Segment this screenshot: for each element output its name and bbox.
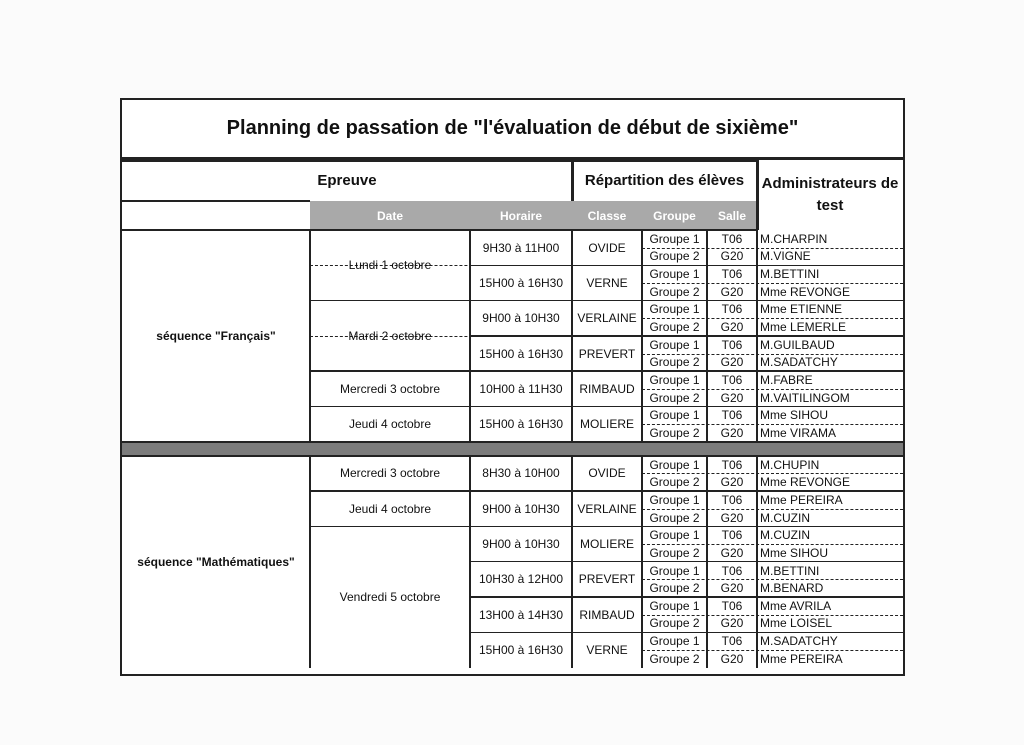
room-code: T06 bbox=[721, 528, 743, 543]
room-code: G20 bbox=[720, 475, 744, 490]
session-time: 15H00 à 16H30 bbox=[478, 275, 564, 290]
session-time: 15H00 à 16H30 bbox=[478, 642, 564, 657]
room-code: G20 bbox=[720, 320, 744, 335]
administrator-name: M.SADATCHY bbox=[760, 634, 838, 649]
room-code: G20 bbox=[720, 581, 744, 596]
administrator-name: Mme ETIENNE bbox=[760, 302, 843, 317]
rule bbox=[571, 230, 573, 442]
group-name: Groupe 2 bbox=[649, 510, 700, 525]
session-time: 9H00 à 10H30 bbox=[482, 311, 560, 326]
header-epreuve: Epreuve bbox=[317, 172, 377, 189]
administrator-name: M.VIGNE bbox=[760, 249, 811, 264]
header-classe: Classe bbox=[572, 201, 642, 230]
room-code: T06 bbox=[721, 373, 743, 387]
rule bbox=[571, 160, 574, 201]
rule bbox=[641, 230, 643, 442]
group-name: Groupe 1 bbox=[649, 373, 700, 387]
rule bbox=[469, 230, 471, 442]
group-name: Groupe 2 bbox=[649, 651, 700, 666]
class-name: RIMBAUD bbox=[579, 607, 635, 622]
class-name: RIMBAUD bbox=[579, 381, 635, 396]
class-name: OVIDE bbox=[588, 466, 626, 481]
page-title: Planning de passation de "l'évaluation de début de sixième" bbox=[122, 100, 903, 160]
group-name: Groupe 2 bbox=[649, 545, 700, 560]
administrator-name: Mme PEREIRA bbox=[760, 492, 843, 507]
room-code: T06 bbox=[721, 267, 743, 282]
group-name: Groupe 1 bbox=[649, 337, 700, 352]
room-code: G20 bbox=[720, 616, 744, 631]
administrator-name: M.VAITILINGOM bbox=[760, 390, 850, 405]
administrator-name: M.GUILBAUD bbox=[760, 337, 835, 352]
administrator-name: Mme LEMERLE bbox=[760, 320, 847, 335]
room-code: G20 bbox=[720, 510, 744, 525]
administrator-name: M.CHARPIN bbox=[760, 231, 828, 246]
administrator-name: M.FABRE bbox=[760, 373, 813, 387]
group-name: Groupe 2 bbox=[649, 320, 700, 335]
class-name: MOLIERE bbox=[579, 537, 634, 552]
class-name: VERNE bbox=[586, 275, 628, 290]
rule bbox=[756, 230, 758, 442]
session-time: 10H00 à 11H30 bbox=[479, 381, 563, 396]
class-name: PREVERT bbox=[578, 346, 636, 361]
session-date: Lundi 1 octobre bbox=[348, 258, 432, 273]
administrator-name: M.CUZIN bbox=[760, 510, 810, 525]
rule bbox=[122, 159, 757, 162]
header-salle: Salle bbox=[707, 201, 757, 230]
sequence-label: séquence "Mathématiques" bbox=[137, 554, 295, 569]
administrator-name: M.BETTINI bbox=[760, 267, 820, 282]
dashed-rule bbox=[642, 473, 903, 474]
room-code: G20 bbox=[720, 390, 744, 405]
group-name: Groupe 1 bbox=[649, 634, 700, 649]
session-date: Vendredi 5 octobre bbox=[339, 589, 441, 604]
room-code: T06 bbox=[721, 231, 743, 246]
header-repartition: Répartition des élèves bbox=[584, 172, 745, 189]
group-name: Groupe 1 bbox=[649, 408, 700, 423]
session-date: Jeudi 4 octobre bbox=[348, 501, 432, 516]
header-administrateurs: Administrateurs de test bbox=[761, 175, 899, 214]
group-name: Groupe 1 bbox=[649, 231, 700, 246]
class-name: MOLIERE bbox=[579, 417, 634, 432]
session-time: 9H30 à 11H00 bbox=[482, 240, 560, 255]
group-name: Groupe 1 bbox=[649, 457, 700, 472]
dashed-rule bbox=[642, 283, 903, 284]
class-name: VERLAINE bbox=[577, 501, 637, 516]
session-time: 10H30 à 12H00 bbox=[478, 572, 564, 587]
administrator-name: M.SADATCHY bbox=[760, 355, 838, 370]
header-date: Date bbox=[310, 201, 470, 230]
group-name: Groupe 1 bbox=[649, 302, 700, 317]
header-horaire: Horaire bbox=[470, 201, 572, 230]
session-time: 15H00 à 16H30 bbox=[478, 346, 564, 361]
room-code: G20 bbox=[720, 425, 744, 440]
room-code: G20 bbox=[720, 355, 744, 370]
dashed-rule bbox=[642, 615, 903, 616]
session-time: 15H00 à 16H30 bbox=[478, 417, 564, 432]
group-name: Groupe 2 bbox=[649, 355, 700, 370]
class-name: PREVERT bbox=[578, 572, 636, 587]
administrator-name: M.BETTINI bbox=[760, 563, 820, 578]
dashed-rule bbox=[642, 424, 903, 425]
room-code: T06 bbox=[721, 634, 743, 649]
class-name: OVIDE bbox=[588, 240, 626, 255]
section-separator bbox=[122, 442, 903, 456]
schedule-sheet bbox=[120, 98, 905, 676]
session-time: 8H30 à 10H00 bbox=[482, 466, 560, 481]
room-code: G20 bbox=[720, 284, 744, 299]
session-date: Mercredi 3 octobre bbox=[339, 381, 441, 396]
dashed-rule bbox=[642, 248, 903, 249]
room-code: T06 bbox=[721, 563, 743, 578]
class-name: VERNE bbox=[586, 642, 628, 657]
rule bbox=[706, 456, 708, 668]
session-date: Mercredi 3 octobre bbox=[339, 466, 441, 481]
session-time: 13H00 à 14H30 bbox=[478, 607, 564, 622]
group-name: Groupe 2 bbox=[649, 425, 700, 440]
administrator-name: Mme PEREIRA bbox=[760, 651, 843, 666]
rule bbox=[756, 160, 759, 230]
room-code: T06 bbox=[721, 337, 743, 352]
rule bbox=[122, 200, 310, 202]
dashed-rule bbox=[642, 318, 903, 319]
rule bbox=[309, 230, 311, 442]
group-name: Groupe 1 bbox=[649, 528, 700, 543]
group-name: Groupe 2 bbox=[649, 581, 700, 596]
administrator-name: Mme AVRILA bbox=[760, 598, 832, 613]
group-name: Groupe 2 bbox=[649, 249, 700, 264]
rule bbox=[706, 230, 708, 442]
rule bbox=[641, 456, 643, 668]
sequence-label: séquence "Français" bbox=[156, 328, 276, 343]
dashed-rule bbox=[642, 354, 903, 355]
administrator-name: Mme REVONGE bbox=[760, 284, 851, 299]
group-name: Groupe 2 bbox=[649, 616, 700, 631]
dashed-rule bbox=[642, 579, 903, 580]
room-code: G20 bbox=[720, 249, 744, 264]
administrator-name: Mme VIRAMA bbox=[760, 425, 837, 440]
administrator-name: Mme SIHOU bbox=[760, 408, 829, 423]
dashed-rule bbox=[642, 509, 903, 510]
session-date: Mardi 2 octobre bbox=[348, 328, 432, 343]
room-code: T06 bbox=[721, 457, 743, 472]
dashed-rule bbox=[642, 389, 903, 390]
session-date: Jeudi 4 octobre bbox=[348, 417, 432, 432]
rule bbox=[309, 456, 311, 668]
group-name: Groupe 1 bbox=[649, 267, 700, 282]
room-code: T06 bbox=[721, 598, 743, 613]
header-groupe: Groupe bbox=[642, 201, 707, 230]
group-name: Groupe 2 bbox=[649, 390, 700, 405]
administrator-name: M.BENARD bbox=[760, 581, 824, 596]
dashed-rule bbox=[642, 650, 903, 651]
rule bbox=[571, 456, 573, 668]
administrator-name: M.CUZIN bbox=[760, 528, 810, 543]
room-code: T06 bbox=[721, 492, 743, 507]
rule bbox=[756, 456, 758, 668]
rule bbox=[122, 441, 903, 443]
group-name: Groupe 2 bbox=[649, 475, 700, 490]
group-name: Groupe 1 bbox=[649, 492, 700, 507]
dashed-rule bbox=[642, 544, 903, 545]
group-name: Groupe 1 bbox=[649, 598, 700, 613]
room-code: T06 bbox=[721, 408, 743, 423]
class-name: VERLAINE bbox=[577, 311, 637, 326]
group-name: Groupe 2 bbox=[649, 284, 700, 299]
session-time: 9H00 à 10H30 bbox=[482, 537, 560, 552]
room-code: T06 bbox=[721, 302, 743, 317]
administrator-name: Mme REVONGE bbox=[760, 475, 851, 490]
administrator-name: Mme SIHOU bbox=[760, 545, 829, 560]
group-name: Groupe 1 bbox=[649, 563, 700, 578]
rule bbox=[469, 456, 471, 668]
room-code: G20 bbox=[720, 545, 744, 560]
administrator-name: M.CHUPIN bbox=[760, 457, 820, 472]
session-time: 9H00 à 10H30 bbox=[482, 501, 560, 516]
administrator-name: Mme LOISEL bbox=[760, 616, 833, 631]
room-code: G20 bbox=[720, 651, 744, 666]
